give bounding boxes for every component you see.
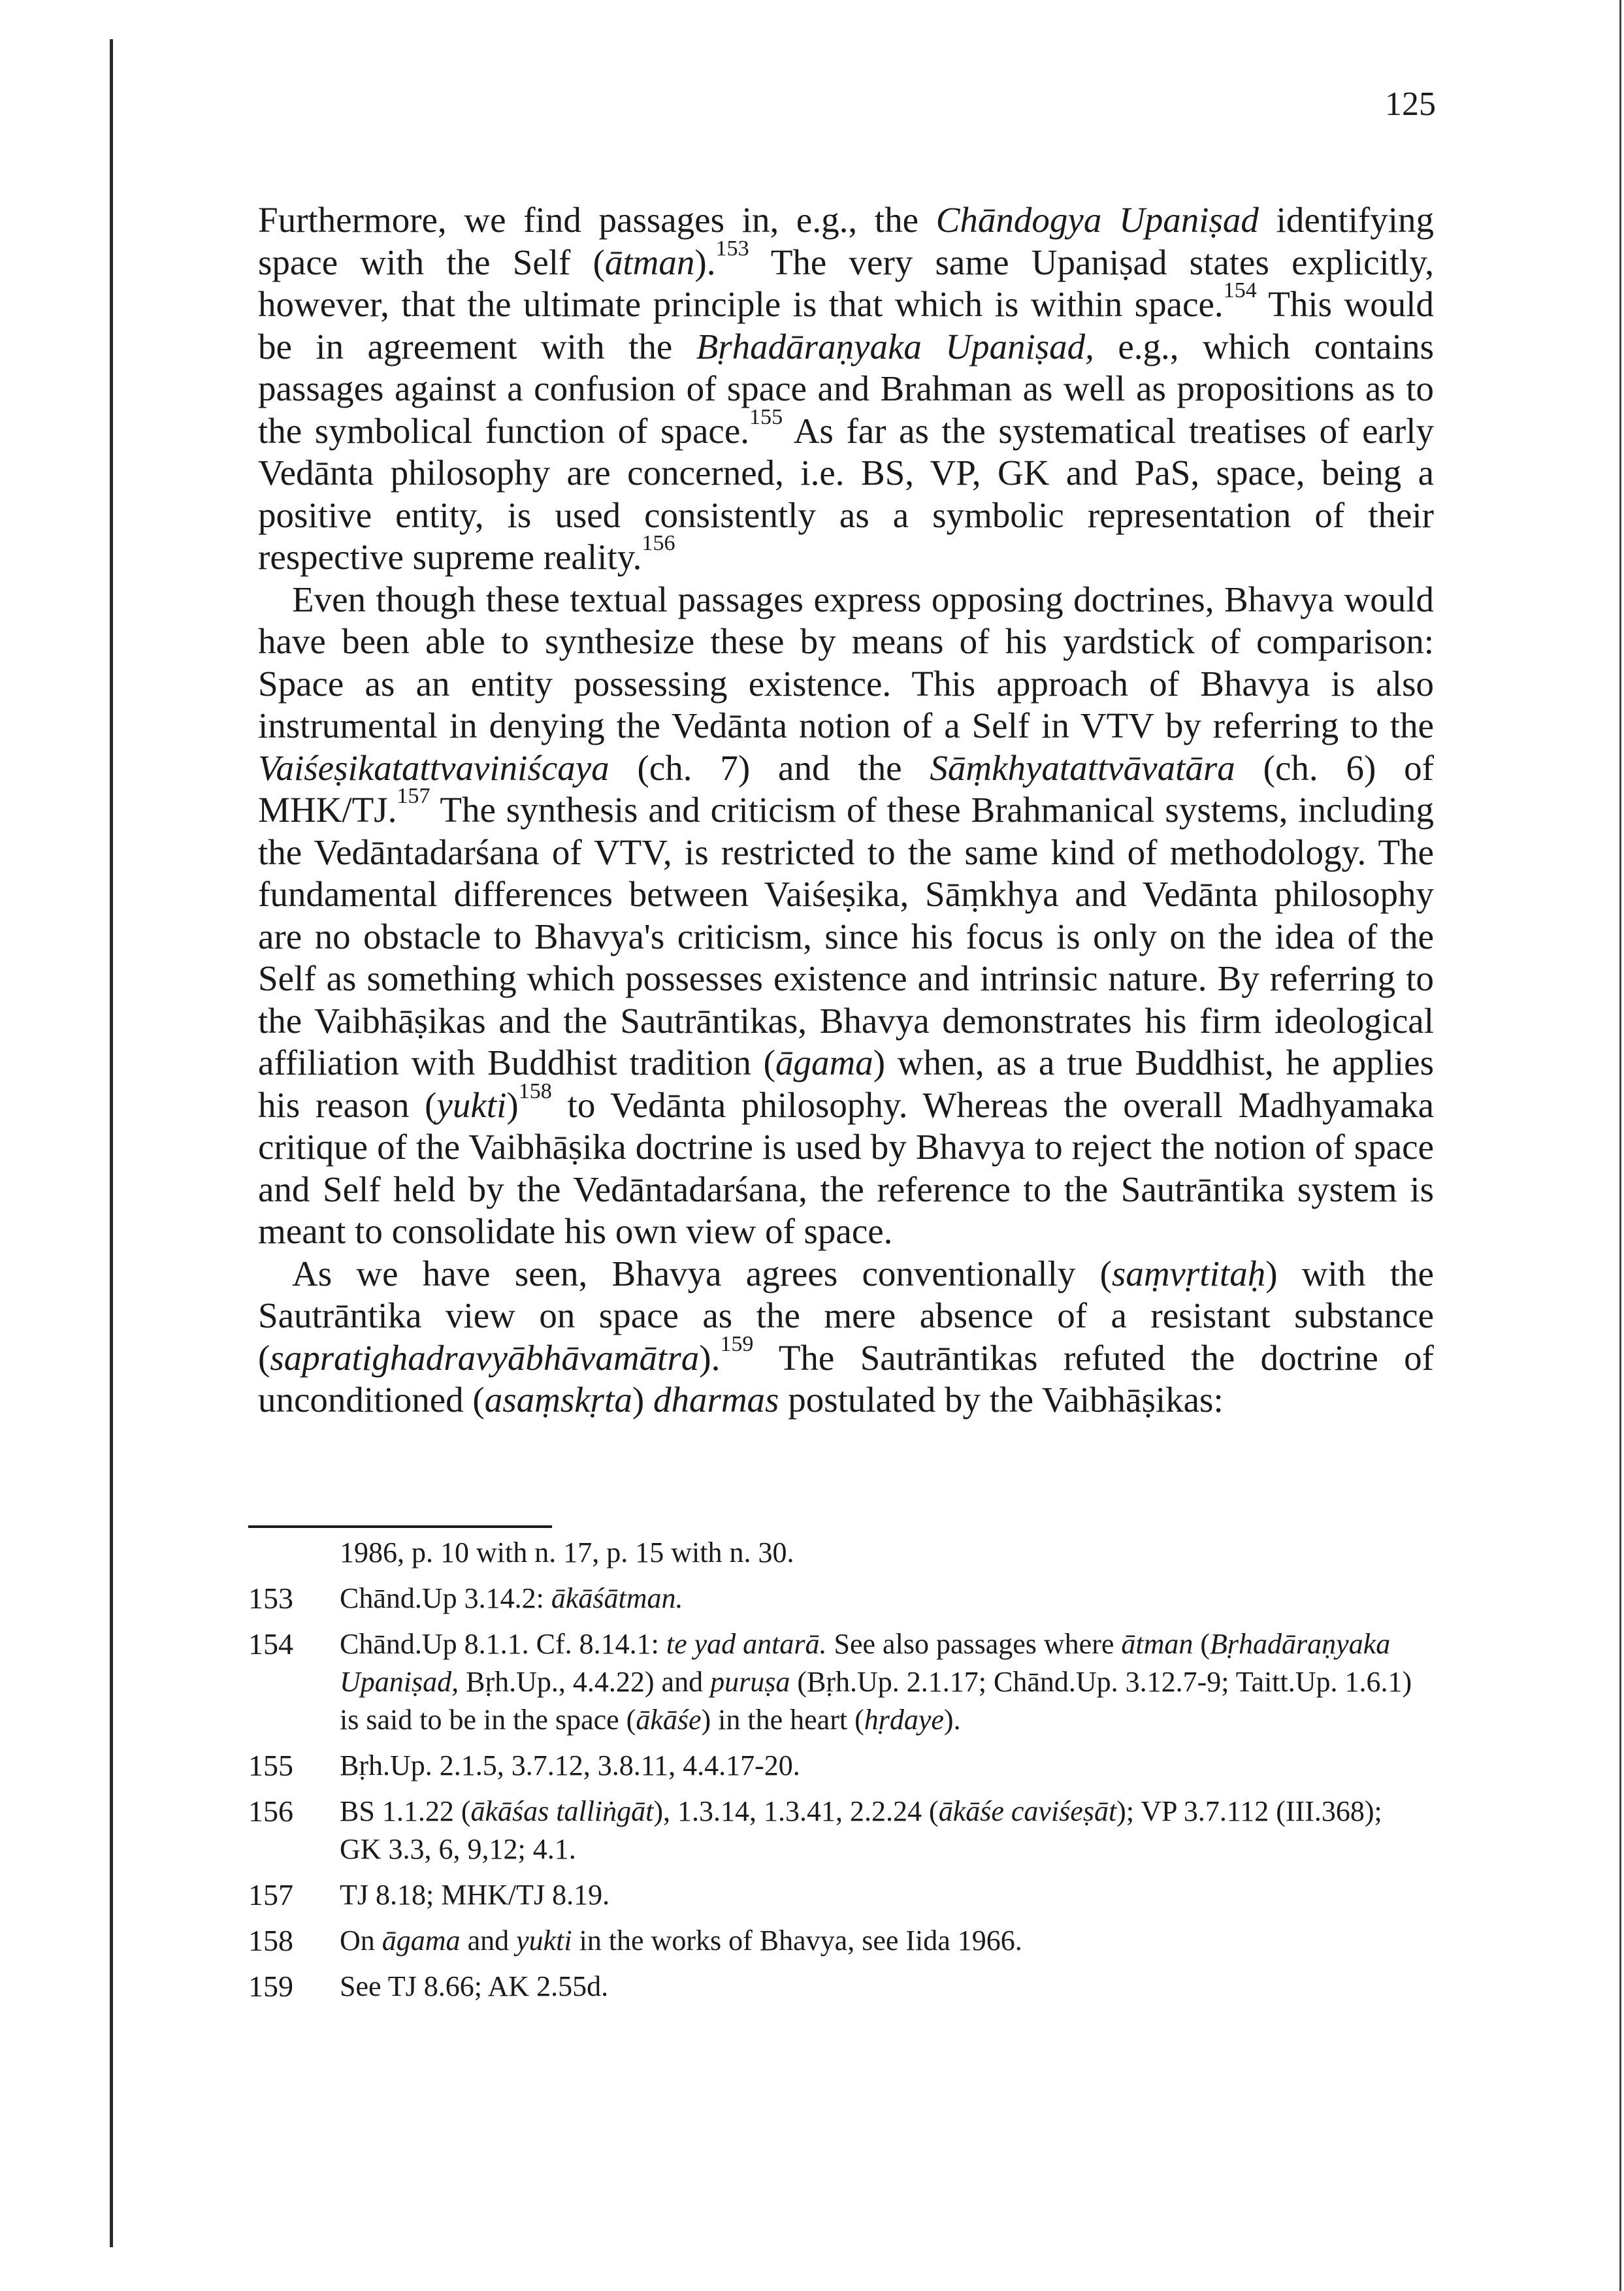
- footnote-item: [248, 1747, 1418, 1785]
- text-run: (ch. 6) of MHK/TJ.: [258, 747, 1435, 830]
- footnote-ref: 157: [397, 784, 430, 809]
- text-run: and: [460, 1925, 517, 1957]
- text-run: in the works of Bhavya, see Iida 1966.: [572, 1925, 1022, 1957]
- text-run: (: [1193, 1628, 1210, 1660]
- text-run: TJ 8.18; MHK/TJ 8.19.: [340, 1879, 610, 1911]
- italic-term: ākāśātman.: [551, 1582, 683, 1614]
- italic-term: te yad antarā.: [666, 1628, 827, 1660]
- footnote-item: [248, 1580, 1418, 1617]
- footnote-ref: 159: [720, 1331, 754, 1356]
- footnotes: [248, 1534, 1418, 2013]
- footnote-number: 158: [248, 1924, 293, 1957]
- footnote-ref: 158: [518, 1079, 552, 1103]
- text-run: 1986, p. 10 with n. 17, p. 15 with n. 30.: [340, 1536, 794, 1568]
- page-number: 125: [1385, 86, 1436, 123]
- text-run: Furthermore, we find passages in, e.g., the: [258, 200, 936, 240]
- footnote-text: [340, 1625, 1418, 1739]
- italic-term: hṛdaye: [864, 1704, 944, 1736]
- italic-term: Vaiśeṣikatattvaviniścaya: [258, 747, 609, 788]
- text-run: Even though these textual passages express opposing doctrines, Bhavya would have been able to synthesize these by means of his yardstick of comparison: Space as an entity possessing existence. This approach of Bhavya is also instrumental in denying the Vedānta notion of a Self in VTV by referring to the: [258, 579, 1434, 745]
- text-run: See also passages where: [826, 1628, 1122, 1660]
- footnote-text: [340, 1793, 1418, 1868]
- text-run: ), 1.3.14, 1.3.41, 2.2.24 (: [653, 1795, 939, 1827]
- text-run: Chānd.Up 3.14.2:: [340, 1582, 551, 1614]
- text-run: This would be in agreement with the: [258, 284, 1435, 366]
- text-run: BS 1.1.22 (: [340, 1795, 471, 1827]
- italic-term: āgama: [382, 1925, 461, 1957]
- italic-term: Chāndogya Upaniṣad: [935, 200, 1259, 240]
- footnote-number: 153: [248, 1582, 293, 1615]
- footnote-text: [340, 1968, 1418, 2006]
- italic-term: Sāṃkhyatattvāvatāra: [930, 747, 1235, 788]
- text-run: The synthesis and criticism of these Brahmanical systems, including the Vedāntadarśana of VTV, is restricted to the same kind of methodology. The fundamental differences between Vaiśeṣika, Sāṃkhya and Vedānta philosophy are no obstacle to Bhavya's criticism, since his focus is only on the idea of the Self as something which possesses existence and intrinsic nature. By referring to the Vaibhāṣikas and the Sautrāntikas, Bhavya demonstrates his firm ideological affiliation with Buddhist tradition (: [258, 790, 1434, 1082]
- footnote-rule: [248, 1525, 552, 1528]
- italic-term: ākāśe: [636, 1704, 702, 1736]
- footnote-ref: 155: [749, 404, 783, 429]
- italic-term: Bṛhadāraṇyaka Upaniṣad,: [696, 326, 1094, 366]
- text-run: Chānd.Up 8.1.1. Cf. 8.14.1:: [340, 1628, 666, 1660]
- italic-term: yukti: [516, 1925, 572, 1957]
- italic-term: ātman: [1121, 1628, 1194, 1660]
- footnote-text: [340, 1922, 1418, 1960]
- text-run: The Sautrāntikas refuted the doctrine of unconditioned (: [258, 1337, 1434, 1420]
- footnote-ref: 156: [641, 531, 675, 556]
- paragraph-p3: [258, 1253, 1434, 1422]
- footnote-number: 156: [248, 1795, 293, 1828]
- text-run: On: [340, 1925, 382, 1957]
- footnote-text: [340, 1580, 1418, 1617]
- italic-term: sapratighadravyābhāvamātra: [270, 1337, 700, 1378]
- footnote-item: [248, 1534, 1418, 1572]
- italic-term: ākāśas talliṅgāt: [470, 1795, 654, 1827]
- main-text: [258, 199, 1434, 1422]
- footnote-text: [340, 1534, 1418, 1572]
- italic-term: asaṃskṛta: [484, 1380, 632, 1420]
- paragraph-p2: [258, 579, 1434, 1253]
- footnote-number: 154: [248, 1627, 293, 1661]
- footnote-ref: 154: [1223, 278, 1257, 303]
- footnote-item: [248, 1793, 1418, 1868]
- scan-edge-left: [110, 39, 113, 2247]
- text-run: As far as the systematical treatises of early Vedānta philosophy are concerned, i.e. BS, VP, GK and PaS, space, being a positive entity, is used consistently as a symbolic representation of their respective supreme reality.: [258, 410, 1434, 577]
- text-run: (ch. 7) and the: [609, 747, 930, 788]
- text-run: The very same Upaniṣad states explicitly, however, that the ultimate principle is that which is within space.: [258, 242, 1434, 324]
- text-run: ).: [699, 1337, 721, 1378]
- text-run: ) when, as a true Buddhist, he applies his reason (: [258, 1043, 1434, 1125]
- footnote-text: [340, 1747, 1418, 1785]
- footnote-ref: 153: [715, 236, 749, 261]
- footnote-number: 155: [248, 1749, 293, 1782]
- text-run: identifying space with the Self (: [258, 200, 1434, 282]
- italic-term: dharmas: [653, 1380, 779, 1420]
- text-run: ) in the heart (: [701, 1704, 864, 1736]
- footnote-item: [248, 1625, 1418, 1739]
- text-run: As we have seen, Bhavya agrees conventionally (: [292, 1253, 1112, 1293]
- italic-term: ākāśe caviśeṣāt: [938, 1795, 1117, 1827]
- footnote-number: 159: [248, 1970, 293, 2003]
- footnote-number: 157: [248, 1878, 293, 1911]
- text-run: ).: [694, 242, 716, 282]
- text-run: to Vedānta philosophy. Whereas the overall Madhyamaka critique of the Vaibhāṣika doctrine is used by Bhavya to reject the notion of space and Self held by the Vedāntadarśana, the reference to the Sautrāntika system is meant to consolidate his own view of space.: [258, 1084, 1435, 1251]
- scan-edge-right: [1619, 0, 1621, 2291]
- footnote-item: [248, 1876, 1418, 1914]
- italic-term: puruṣa: [710, 1666, 790, 1698]
- text-run: e.g., which contains passages against a confusion of space and Brahman as well as propositions as to the symbolical function of space.: [258, 326, 1434, 451]
- italic-term: yukti: [436, 1084, 507, 1125]
- text-run: (Bṛh.Up. 2.1.17; Chānd.Up. 3.12.7-9; Taitt.Up. 1.6.1) is said to be in the space (: [340, 1666, 1412, 1736]
- text-run: ): [632, 1380, 653, 1420]
- italic-term: ātman: [604, 242, 695, 282]
- paragraph-p1: [258, 199, 1434, 579]
- text-run: Bṛh.Up. 2.1.5, 3.7.12, 3.8.11, 4.4.17-20.: [340, 1749, 800, 1781]
- italic-term: āgama: [775, 1043, 873, 1082]
- text-run: See TJ 8.66; AK 2.55d.: [340, 1970, 609, 2002]
- text-run: postulated by the Vaibhāṣikas:: [779, 1380, 1224, 1420]
- footnote-text: [340, 1876, 1418, 1914]
- footnote-item: [248, 1968, 1418, 2006]
- text-run: ).: [943, 1704, 961, 1736]
- text-run: ): [506, 1084, 519, 1125]
- italic-term: Bṛhadāraṇyaka Upaniṣad,: [340, 1628, 1391, 1698]
- footnote-item: [248, 1922, 1418, 1960]
- italic-term: saṃvṛtitaḥ: [1111, 1253, 1266, 1293]
- text-run: ); VP 3.7.112 (III.368); GK 3.3, 6, 9,12; 4.1.: [340, 1795, 1382, 1865]
- text-run: Bṛh.Up., 4.4.22) and: [459, 1666, 711, 1698]
- text-run: ) with the Sautrāntika view on space as the mere absence of a resistant substance (: [258, 1253, 1434, 1378]
